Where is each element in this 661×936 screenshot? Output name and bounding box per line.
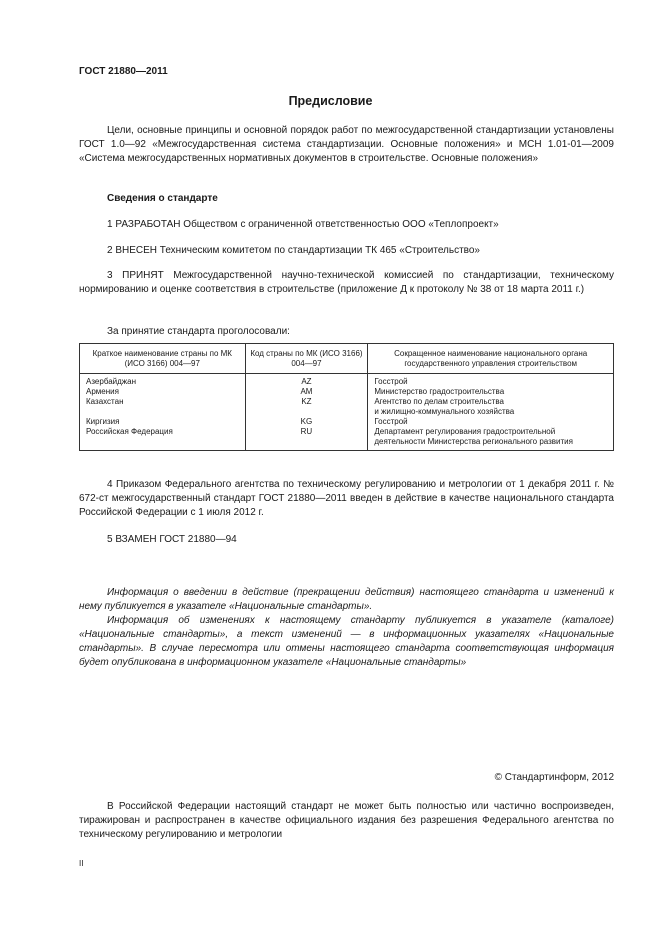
voting-countries-table bbox=[79, 343, 614, 451]
header-country-code: Код страны по МК (ИСО 3166) 004—97 bbox=[245, 344, 368, 374]
item-enacted bbox=[79, 478, 614, 520]
table-header-row bbox=[80, 344, 614, 374]
country-name: Азербайджан bbox=[80, 374, 246, 388]
rights-text: В Российской Федерации настоящий стандарт не может быть полностью или частично воспроизведен, тиражирован и распространен в качестве официального издания без разрешения Федерального агентства по техническому регулированию и метрологии bbox=[79, 801, 614, 840]
page-number: II bbox=[79, 859, 84, 868]
item-enacted-text: 4 Приказом Федерального агентства по техническому регулированию и метрологии от 1 декабря 2011 г. № 672-ст межгосударственный стандарт ГОСТ 21880—2011 введен в действие в качестве национального стандарта Российской Федерации с 1 июля 2012 г. bbox=[79, 479, 614, 518]
country-name: Российская Федерация bbox=[80, 427, 246, 437]
page-title: Предисловие bbox=[288, 94, 373, 108]
document-header: ГОСТ 21880—2011 bbox=[79, 66, 168, 77]
table-row bbox=[80, 387, 614, 397]
country-name: Армения bbox=[80, 387, 246, 397]
table-row bbox=[80, 374, 614, 388]
header-agency: Сокращенное наименование национального органа государственного управления строительством bbox=[368, 344, 614, 374]
country-name: Киргизия bbox=[80, 417, 246, 427]
table-row bbox=[80, 407, 614, 417]
item-submitted: 2 ВНЕСЕН Техническим комитетом по стандартизации ТК 465 «Строительство» bbox=[107, 245, 480, 256]
country-code: RU bbox=[245, 427, 368, 437]
country-name bbox=[80, 437, 246, 451]
publication-notice bbox=[79, 586, 614, 670]
intro-paragraph bbox=[79, 124, 614, 166]
item-developed: 1 РАЗРАБОТАН Обществом с ограниченной ответственностью ООО «Теплопроект» bbox=[107, 219, 499, 230]
country-code bbox=[245, 407, 368, 417]
agency-name: Госстрой bbox=[368, 417, 614, 427]
table-row bbox=[80, 437, 614, 451]
header-country-name: Краткое наименование страны по МК (ИСО 3166) 004—97 bbox=[80, 344, 246, 374]
country-code: AM bbox=[245, 387, 368, 397]
copyright: © Стандартинформ, 2012 bbox=[494, 772, 614, 783]
table-row bbox=[80, 427, 614, 437]
item-replaces: 5 ВЗАМЕН ГОСТ 21880—94 bbox=[107, 534, 237, 545]
country-name bbox=[80, 407, 246, 417]
notice-enactment: Информация о введении в действие (прекращении действия) настоящего стандарта и изменений к нему публикуется в указателе «Национальные стандарты». bbox=[79, 587, 614, 612]
rights-notice bbox=[79, 800, 614, 842]
agency-name: Госстрой bbox=[368, 374, 614, 388]
item-adopted-text: 3 ПРИНЯТ Межгосударственной научно-технической комиссией по стандартизации, техническому нормированию и оценке соответствия в строительстве (приложение Д к протоколу № 38 от 18 марта 2011 г.) bbox=[79, 270, 614, 295]
agency-name: деятельности Министерства регионального развития bbox=[368, 437, 614, 451]
item-adopted bbox=[79, 269, 614, 297]
agency-name: Агентство по делам строительства bbox=[368, 397, 614, 407]
table-row bbox=[80, 417, 614, 427]
table-row bbox=[80, 397, 614, 407]
vote-label: За принятие стандарта проголосовали: bbox=[107, 326, 290, 337]
country-code bbox=[245, 437, 368, 451]
agency-name: Департамент регулирования градостроительной bbox=[368, 427, 614, 437]
info-heading: Сведения о стандарте bbox=[107, 193, 218, 204]
notice-changes: Информация об изменениях к настоящему стандарту публикуется в указателе (каталоге) «Национальные стандарты», а текст изменений — в информационных указателях «Национальные стандарты». В случае пересмотра или отмены настоящего стандарта соответствующая информация будет опубликована в информационном указателе «Национальные стандарты» bbox=[79, 615, 614, 668]
agency-name: и жилищно-коммунального хозяйства bbox=[368, 407, 614, 417]
country-code: KG bbox=[245, 417, 368, 427]
agency-name: Министерство градостроительства bbox=[368, 387, 614, 397]
country-code: KZ bbox=[245, 397, 368, 407]
country-name: Казахстан bbox=[80, 397, 246, 407]
intro-text: Цели, основные принципы и основной порядок работ по межгосударственной стандартизации установлены ГОСТ 1.0—92 «Межгосударственная система стандартизации. Основные положения» и МСН 1.01-01—2009 «Система межгосударственных нормативных документов в строительстве. Основные положения» bbox=[79, 125, 614, 164]
country-code: AZ bbox=[245, 374, 368, 388]
